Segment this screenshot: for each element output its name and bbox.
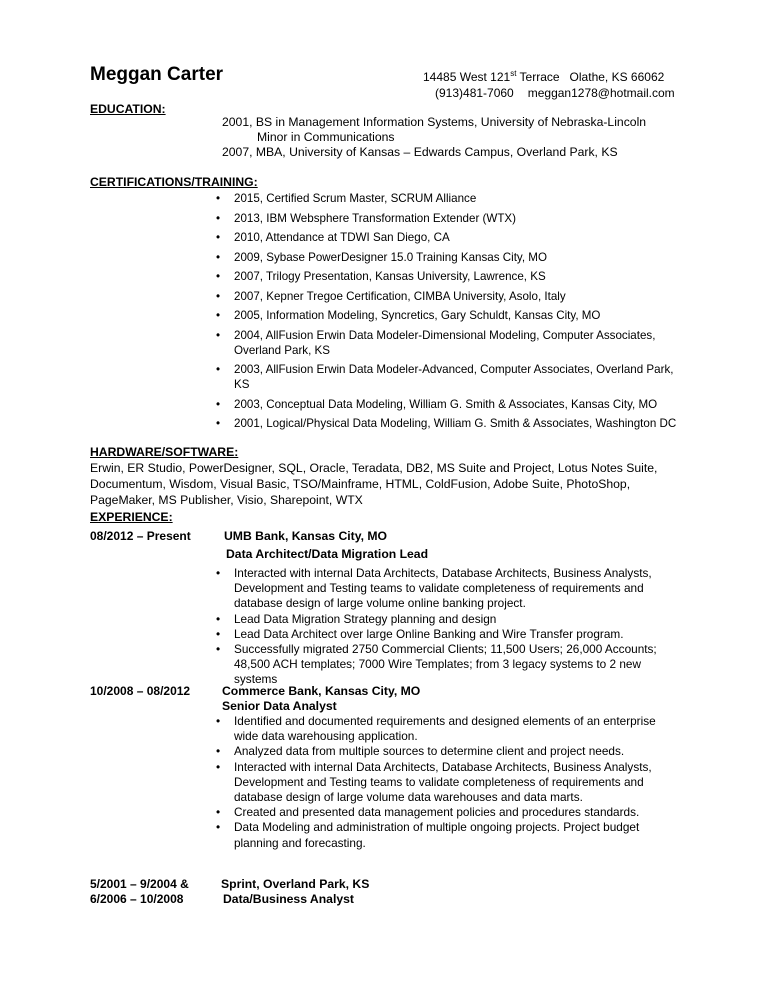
- list-item: • 2013, IBM Websphere Transformation Extender (WTX): [212, 211, 682, 226]
- education-degree-bs: 2001, BS in Management Information Systems, University of Nebraska-Lincoln: [222, 115, 647, 129]
- hardware-line-3: PageMaker, MS Publisher, Visio, Sharepoint, WTX: [90, 493, 363, 507]
- hardware-line-2: Documentum, Wisdom, Visual Basic, TSO/Mainframe, HTML, ColdFusion, Adobe Suite, PhotoShop,: [90, 477, 631, 491]
- job-title: Senior Data Analyst: [222, 699, 337, 713]
- hardware-heading: HARDWARE/SOFTWARE:: [90, 445, 239, 459]
- list-item: • 2010, Attendance at TDWI San Diego, CA: [212, 230, 682, 245]
- list-item: • Interacted with internal Data Architects, Database Architects, Business Analysts, Development and Testing teams to validate completeness of requirements and database design of large volume online banking project.: [212, 566, 682, 612]
- job-dates-continued: 6/2006 – 10/2008: [90, 892, 184, 906]
- education-degree-mba: 2007, MBA, University of Kansas – Edwards Campus, Overland Park, KS: [222, 145, 618, 159]
- job-bullets: [212, 566, 682, 688]
- experience-heading: EXPERIENCE:: [90, 510, 173, 524]
- list-item: • Successfully migrated 2750 Commercial Clients; 11,500 Users; 26,000 Accounts; 48,500 ACH templates; 7000 Wire Templates; from 3 legacy systems to 2 new systems: [212, 642, 682, 688]
- job-employer: UMB Bank, Kansas City, MO: [224, 529, 387, 543]
- job-employer: Commerce Bank, Kansas City, MO: [222, 684, 421, 698]
- address-city: Terrace Olathe, KS 66062: [516, 70, 665, 84]
- job-employer: Sprint, Overland Park, KS: [221, 877, 370, 891]
- list-item: • 2007, Trilogy Presentation, Kansas University, Lawrence, KS: [212, 269, 682, 284]
- job-title: Data/Business Analyst: [223, 892, 354, 906]
- address-street: 14485 West 121: [423, 70, 511, 84]
- phone: (913)481-7060: [435, 86, 514, 100]
- list-item: • 2005, Information Modeling, Syncretics, Gary Schuldt, Kansas City, MO: [212, 308, 682, 323]
- hardware-line-1: Erwin, ER Studio, PowerDesigner, SQL, Oracle, Teradata, DB2, MS Suite and Project, Lotus Notes Suite,: [90, 461, 658, 475]
- list-item: • 2004, AllFusion Erwin Data Modeler-Dimensional Modeling, Computer Associates, Overland Park, KS: [212, 328, 682, 358]
- candidate-name: Meggan Carter: [90, 64, 224, 85]
- list-item: • Interacted with internal Data Architects, Database Architects, Business Analysts, Development and Testing teams to validate completeness of requirements and database design of large volume data warehouses and data marts.: [212, 760, 682, 806]
- list-item: • 2009, Sybase PowerDesigner 15.0 Training Kansas City, MO: [212, 250, 682, 265]
- list-item: • Identified and documented requirements and designed elements of an enterprise wide data warehousing application.: [212, 714, 682, 744]
- certifications-list: [212, 191, 682, 436]
- list-item: • 2003, AllFusion Erwin Data Modeler-Advanced, Computer Associates, Overland Park, KS: [212, 362, 682, 392]
- education-minor: Minor in Communications: [257, 130, 395, 144]
- list-item: • Created and presented data management policies and procedures standards.: [212, 805, 682, 820]
- contact-line: [435, 86, 675, 100]
- education-heading: EDUCATION:: [90, 102, 166, 116]
- list-item: • 2015, Certified Scrum Master, SCRUM Alliance: [212, 191, 682, 206]
- job-title: Data Architect/Data Migration Lead: [226, 547, 429, 561]
- list-item: • Lead Data Migration Strategy planning and design: [212, 612, 682, 627]
- job-dates: 5/2001 – 9/2004 &: [90, 877, 189, 891]
- address: [423, 69, 664, 84]
- job-dates: 10/2008 – 08/2012: [90, 684, 191, 698]
- list-item: • 2001, Logical/Physical Data Modeling, William G. Smith & Associates, Washington DC: [212, 416, 682, 431]
- certifications-heading: CERTIFICATIONS/TRAINING:: [90, 175, 258, 189]
- list-item: • 2007, Kepner Tregoe Certification, CIMBA University, Asolo, Italy: [212, 289, 682, 304]
- address-suffix: st: [510, 69, 517, 78]
- list-item: • 2003, Conceptual Data Modeling, William G. Smith & Associates, Kansas City, MO: [212, 397, 682, 412]
- list-item: • Analyzed data from multiple sources to determine client and project needs.: [212, 744, 682, 759]
- email: meggan1278@hotmail.com: [527, 86, 675, 100]
- list-item: • Data Modeling and administration of multiple ongoing projects. Project budget planning and forecasting.: [212, 820, 682, 850]
- job-bullets: [212, 714, 682, 851]
- job-dates: 08/2012 – Present: [90, 529, 191, 543]
- list-item: • Lead Data Architect over large Online Banking and Wire Transfer program.: [212, 627, 682, 642]
